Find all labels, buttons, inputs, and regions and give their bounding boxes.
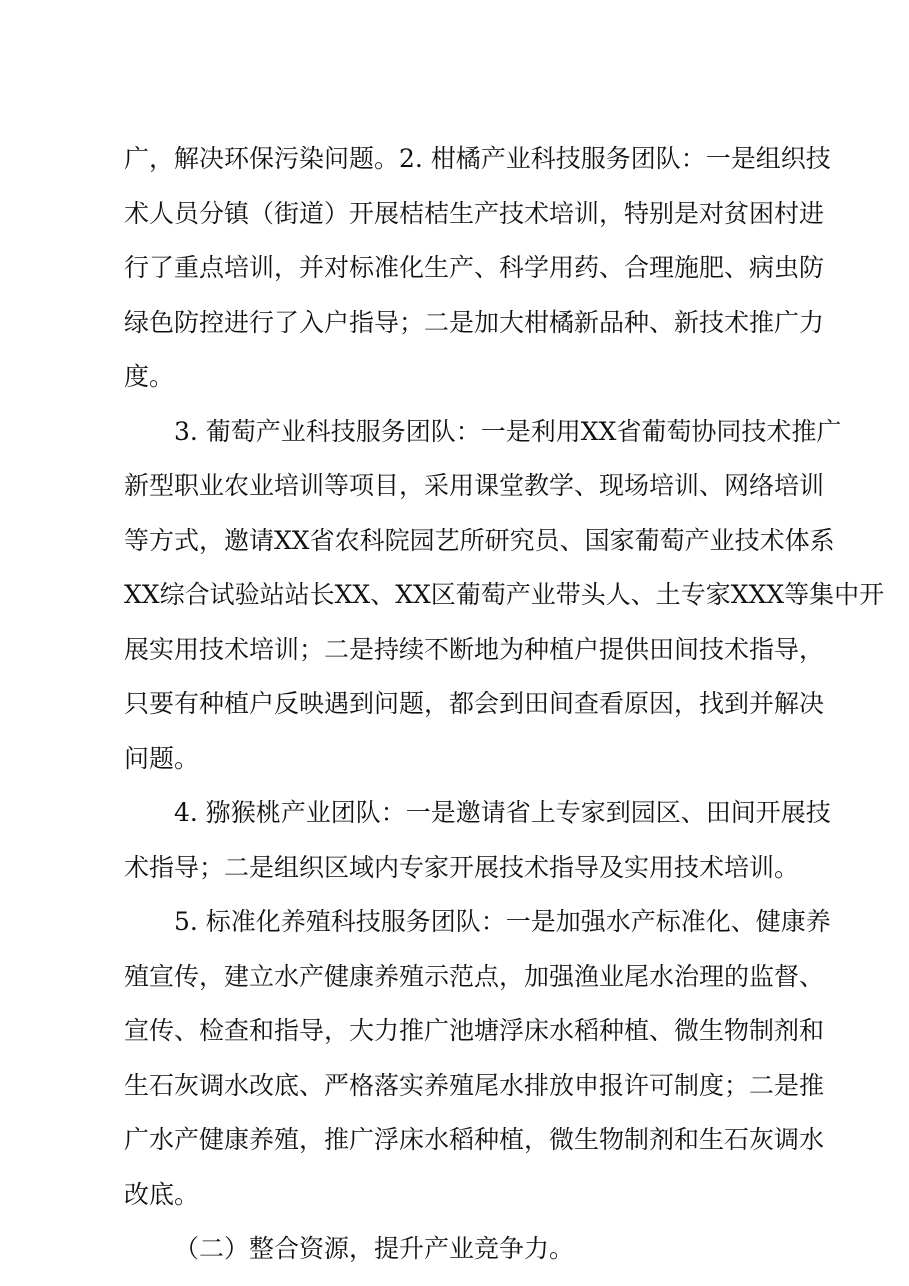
text-line: 生石灰调水改底、严格落实养殖尾水排放申报许可制度；二是推 [124, 1070, 825, 1100]
document-body [124, 132, 885, 1277]
text-line: 宣传、检查和指导，大力推广池塘浮床水稻种植、微生物制剂和 [124, 1016, 825, 1045]
text-line: 改底。 [124, 1179, 200, 1209]
paragraph-5-first-line: 5. 标准化养殖科技服务团队：一是加强水产标准化、健康养 [174, 907, 831, 936]
text-line: 绿色防控进行了入户指导；二是加大柑橘新品种、新技术推广力 [124, 307, 825, 337]
text-line: 等方式，邀请XX省农科院园艺所研究员、国家葡萄产业技术体系 [124, 525, 835, 555]
text-line: 度。 [124, 362, 175, 391]
text-line: XX综合试验站站长XX、XX区葡萄产业带头人、土专家XXX等集中开 [124, 580, 885, 609]
text-line: 行了重点培训，并对标准化生产、科学用药、合理施肥、病虫防 [124, 253, 825, 282]
text-line: 问题。 [124, 743, 200, 773]
text-line: 只要有种植户反映遇到问题，都会到田间查看原因，找到并解决 [124, 689, 825, 718]
text-line: 新型职业农业培训等项目，采用课堂教学、现场培训、网络培训 [124, 471, 825, 500]
text-line: 展实用技术培训；二是持续不断地为种植户提供田间技术指导， [124, 634, 825, 664]
text-line: 广，解决环保污染问题。2. 柑橘产业科技服务团队：一是组织技 [124, 144, 831, 173]
text-line: 术指导；二是组织区域内专家开展技术指导及实用技术培训。 [124, 852, 800, 882]
text-line: 术人员分镇（街道）开展桔桔生产技术培训，特别是对贫困村进 [124, 198, 825, 228]
text-line: 广水产健康养殖，推广浮床水稻种植，微生物制剂和生石灰调水 [124, 1125, 825, 1154]
paragraph-3-first-line: 3. 葡萄产业科技服务团队：一是利用XX省葡萄协同技术推广 [174, 416, 842, 446]
section-heading: （二）整合资源，提升产业竞争力。 [174, 1234, 575, 1263]
paragraph-4-first-line: 4. 猕猴桃产业团队：一是邀请省上专家到园区、田间开展技 [174, 798, 831, 827]
text-line: 殖宣传，建立水产健康养殖示范点，加强渔业尾水治理的监督、 [124, 961, 825, 991]
